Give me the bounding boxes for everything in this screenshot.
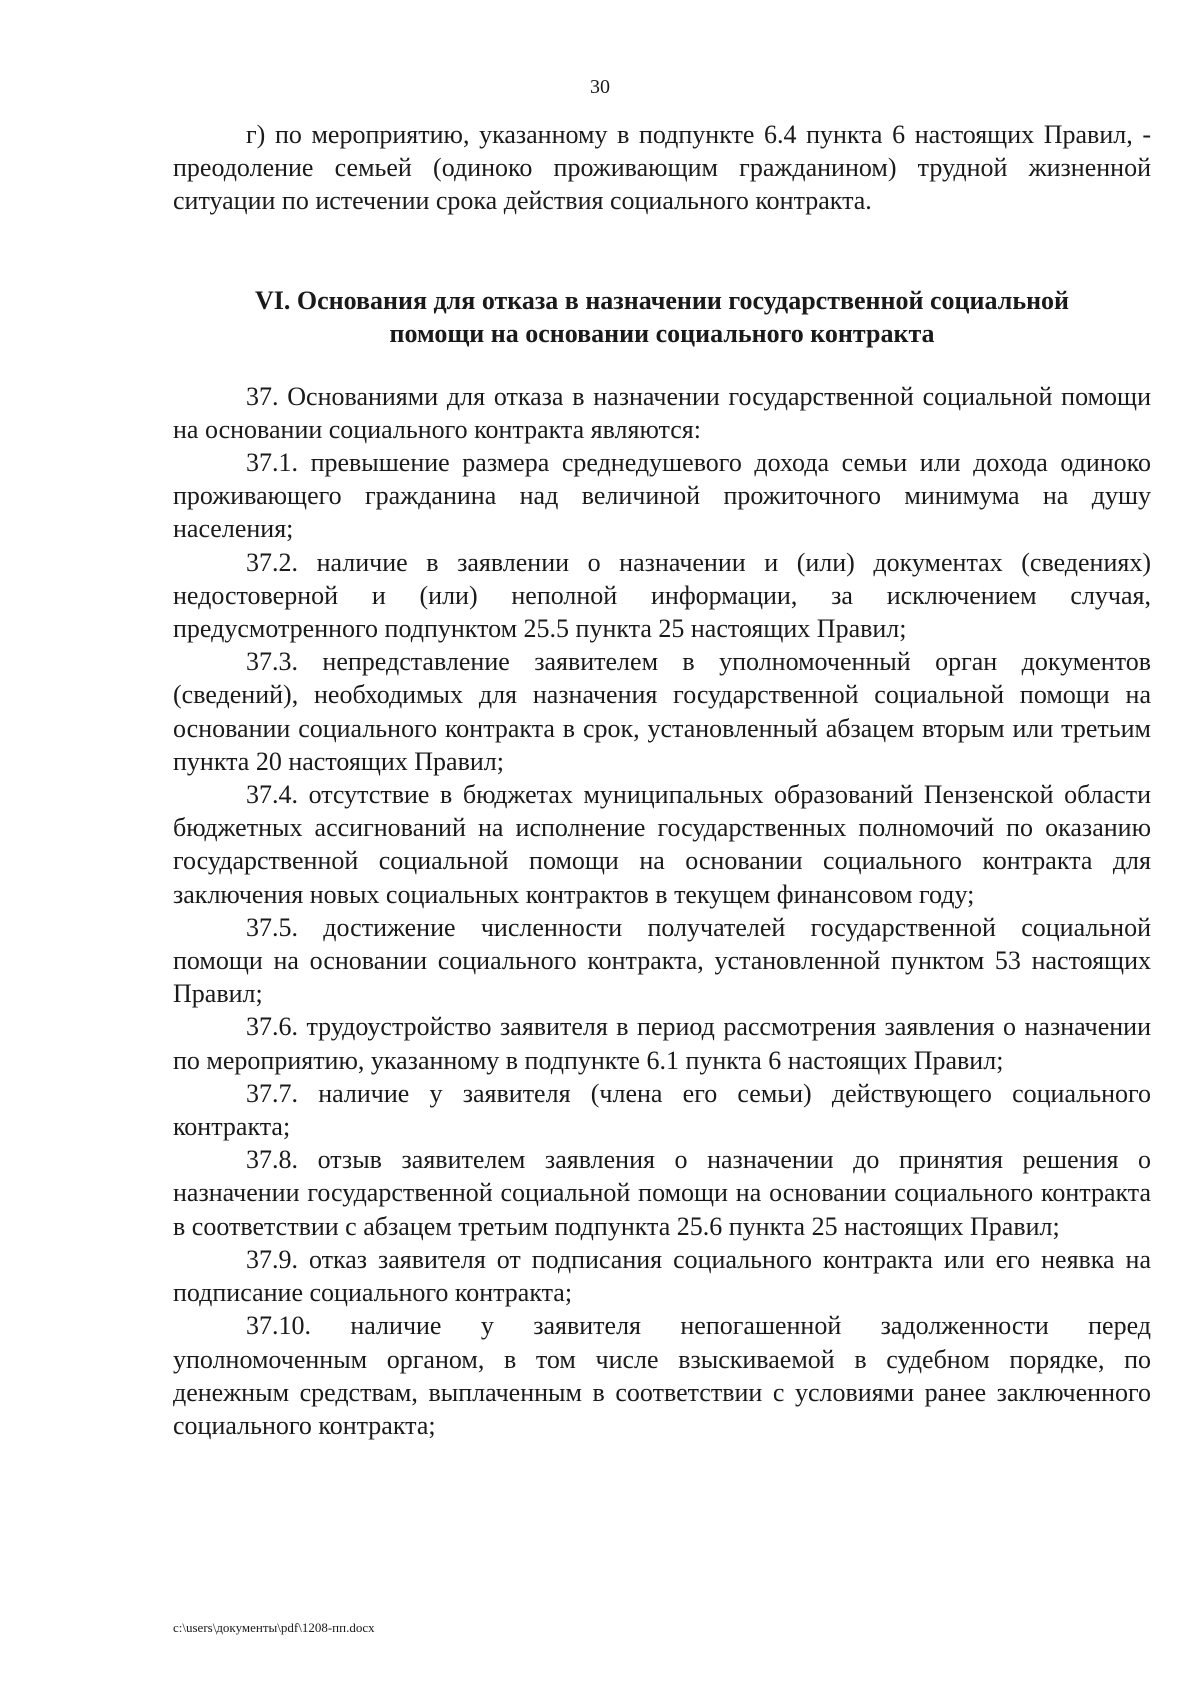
paragraph-37-4: 37.4. отсутствие в бюджетах муниципальных образований Пензенской области бюджетных ассигнований на исполнение государственных полномочий по оказанию государственной социальной помощи на основании социального контракта для заключения новых социальных контрактов в текущем финансовом году; <box>173 780 1151 909</box>
document-body <box>173 118 1151 1442</box>
page-number: 30 <box>590 76 610 98</box>
intro-paragraph: г) по мероприятию, указанному в подпункте 6.4 пункта 6 настоящих Правил, - преодоление семьей (одиноко проживающим гражданином) трудной жизненной ситуации по истечении срока действия социального контракта. <box>173 120 1151 216</box>
section-heading <box>173 284 1151 350</box>
paragraph-37: 37. Основаниями для отказа в назначении государственной социальной помощи на основании социального контракта являются: <box>173 381 1151 444</box>
paragraph-37-8: 37.8. отзыв заявителем заявления о назначении до принятия решения о назначении государственной социальной помощи на основании социального контракта в соответствии с абзацем третьим подпункта 25.6 пункта 25 настоящих Правил; <box>173 1145 1151 1241</box>
paragraph-37-5: 37.5. достижение численности получателей государственной социальной помощи на основании социального контракта, установленной пунктом 53 настоящих Правил; <box>173 912 1151 1009</box>
paragraph-37-7: 37.7. наличие у заявителя (члена его семьи) действующего социального контракта; <box>173 1078 1151 1142</box>
paragraph-37-9: 37.9. отказ заявителя от подписания социального контракта или его неявка на подписание социального контракта; <box>173 1244 1151 1308</box>
paragraph-37-6: 37.6. трудоустройство заявителя в период рассмотрения заявления о назначении по мероприятию, указанному в подпункте 6.1 пункта 6 настоящих Правил; <box>173 1012 1151 1075</box>
paragraph-37-3: 37.3. непредставление заявителем в уполномоченный орган документов (сведений), необходимых для назначения государственной социальной помощи на основании социального контракта в срок, установленный абзацем вторым или третьим пункта 20 настоящих Правил; <box>173 647 1151 776</box>
paragraph-37-1: 37.1. превышение размера среднедушевого дохода семьи или дохода одиноко проживающего гражданина над величиной прожиточного минимума на душу населения; <box>173 448 1151 544</box>
paragraph-37-10: 37.10. наличие у заявителя непогашенной задолженности перед уполномоченным органом, в том числе взыскиваемой в судебном порядке, по денежным средствам, выплаченным в соответствии с условиями ранее заключенного социального контракта; <box>173 1311 1151 1440</box>
paragraph-37-2: 37.2. наличие в заявлении о назначении и (или) документах (сведениях) недостоверной и (или) неполной информации, за исключением случая, предусмотренного подпунктом 25.5 пункта 25 настоящих Правил; <box>173 547 1151 644</box>
footer-file-path: c:\users\документы\pdf\1208-пп.docx <box>173 1620 375 1635</box>
section-heading-line-1: VI. Основания для отказа в назначении государственной социальной <box>254 285 1070 315</box>
section-heading-line-2: помощи на основании социального контракта <box>389 318 935 348</box>
